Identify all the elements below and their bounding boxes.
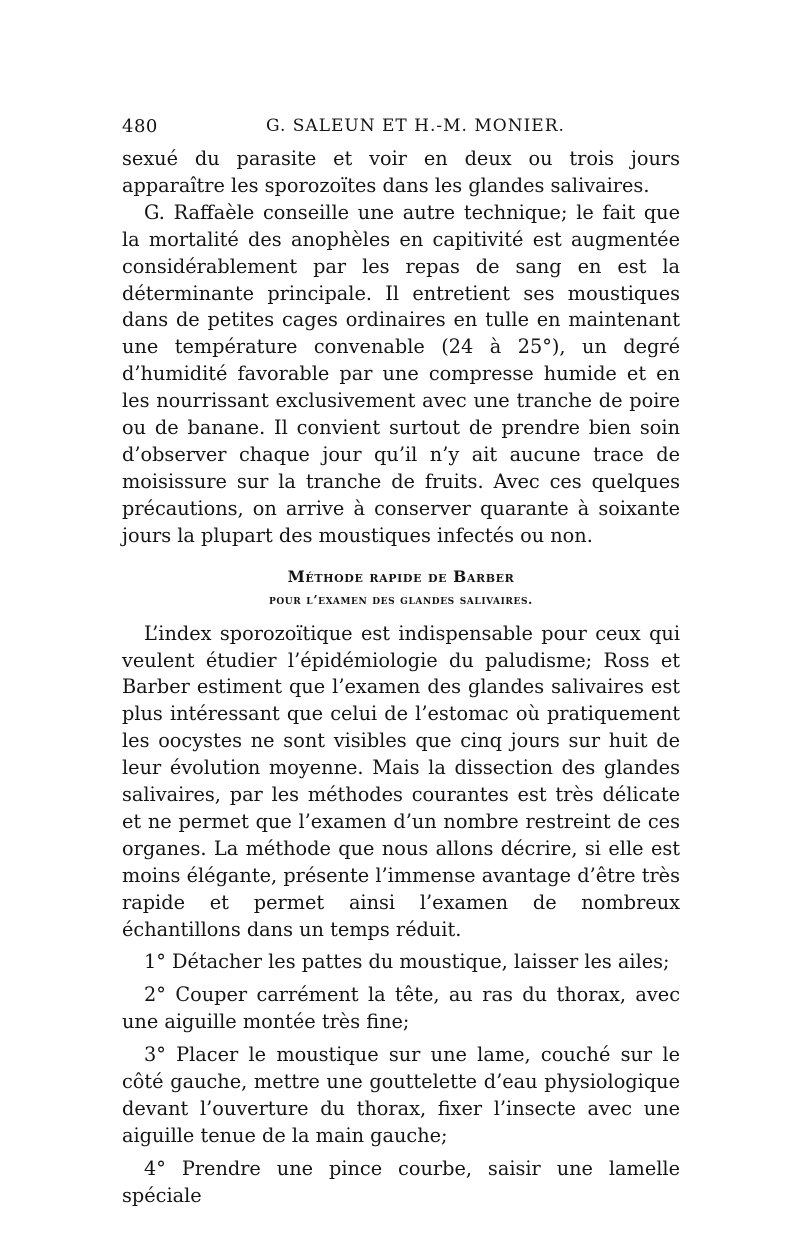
running-header <box>122 116 680 146</box>
section-heading <box>122 565 680 611</box>
section-heading-title: Méthode rapide de Barber <box>287 566 515 586</box>
paragraph-raffaele-technique: G. Raffaèle conseille une autre technique; le fait que la mortalité des anophèles en capitivité est augmentée considérablement par les repas de sang en est la déterminante principale. Il entretient ses moustiques dans de petites cages ordinaires en tulle en maintenant une température convenable (24 à 25°), un degré d’humidité favorable par une compresse humide et en les nourrissant exclusivement avec une tranche de poire ou de banane. Il convient surtout de prendre bien soin d’observer chaque jour qu’il n’y ait aucune trace de moisissure sur la tranche de fruits. Avec ces quelques précautions, on arrive à conserver quarante à soixante jours la plupart des moustiques infectés ou non. <box>122 200 680 547</box>
step-2: 2° Couper carrément la tête, au ras du thorax, avec une aiguille montée très fine; <box>122 983 680 1034</box>
paragraph-sporozoite-index: L’index sporozoïtique est indispensable pour ceux qui veulent étudier l’épidémiologie du paludisme; Ross et Barber estiment que l’examen des glandes salivaires est plus intéressant que celui de l’estomac où pratiquement les oocystes ne sont visibles que cinq jours sur huit de leur évolution moyenne. Mais la dissection des glandes salivaires, par les méthodes courantes est très délicate et ne permet que l’examen d’un nombre restreint de ces organes. La méthode que nous allons décrire, si elle est moins élégante, présente l’immense avantage d’être très rapide et permet ainsi l’examen de nombreux échantillons dans un temps réduit. <box>122 621 680 941</box>
page-number: 480 <box>122 116 158 137</box>
step-3: 3° Placer le moustique sur une lame, couché sur le côté gauche, mettre une gouttelette d’eau physiologique devant l’ouverture du thorax, fixer l’insecte avec une aiguille tenue de la main gauche; <box>122 1043 680 1147</box>
step-1: 1° Détacher les pattes du moustique, laisser les ailes; <box>144 950 670 974</box>
section-heading-subtitle: pour l’examen des glandes salivaires. <box>268 591 534 607</box>
document-page <box>122 116 680 1210</box>
step-4: 4° Prendre une pince courbe, saisir une lamelle spéciale <box>122 1156 680 1207</box>
paragraph-continued: sexué du parasite et voir en deux ou trois jours apparaître les sporozoïtes dans les glandes salivaires. <box>122 147 680 197</box>
running-title: G. SALEUN ET H.-M. MONIER. <box>266 116 565 136</box>
